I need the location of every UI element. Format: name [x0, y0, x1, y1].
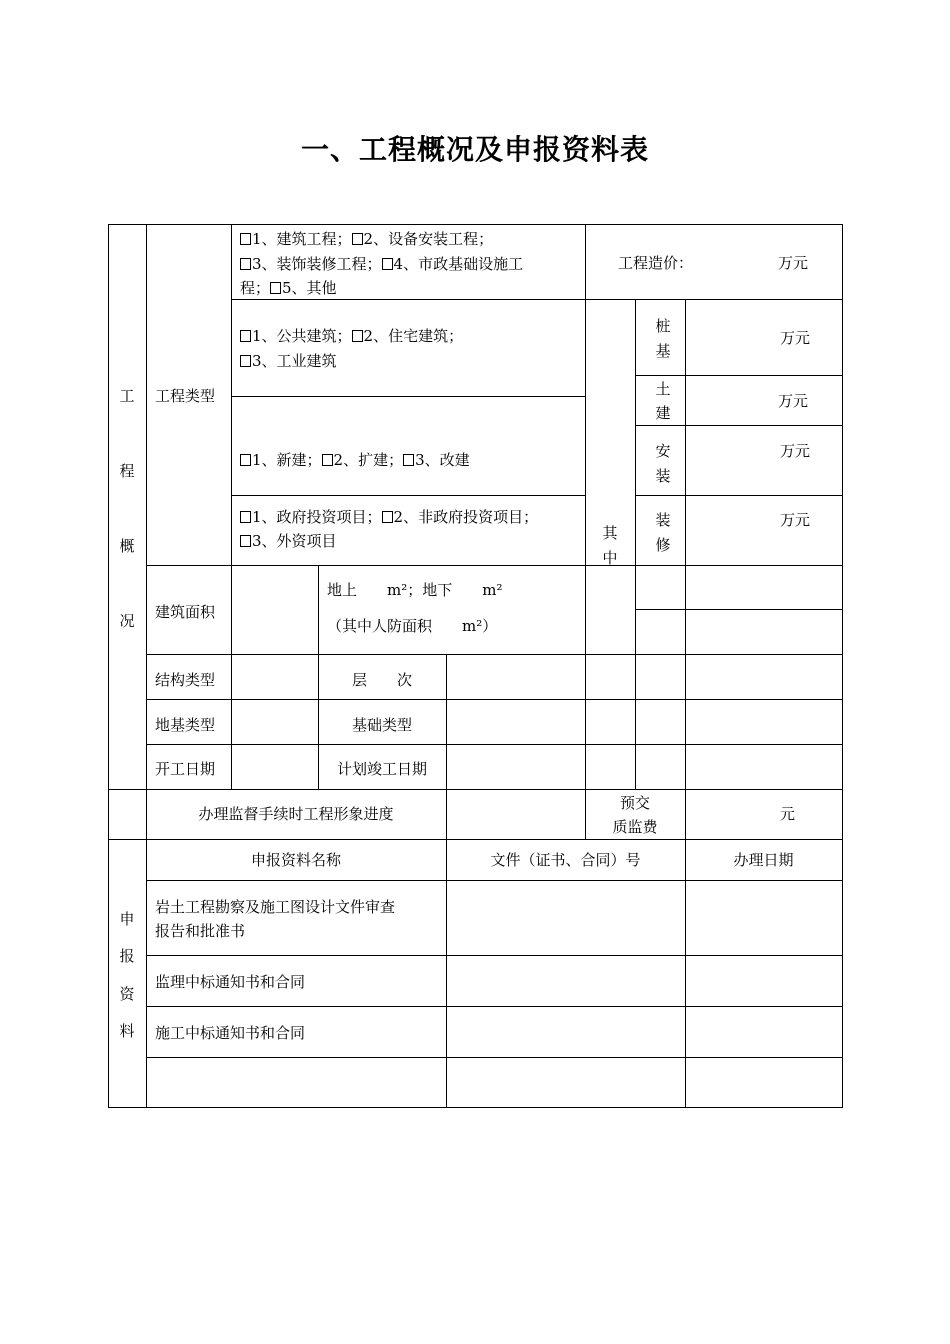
checkbox[interactable] — [240, 258, 251, 270]
type-options-1-line1 — [240, 227, 493, 252]
option-text: 1、公共建筑； — [252, 327, 352, 345]
option-text: 3、外资项目 — [252, 532, 337, 550]
among-label-char: 其 — [602, 524, 618, 542]
materials-label-char: 报 — [119, 947, 135, 965]
option-text: 2、设备安装工程； — [363, 230, 494, 248]
option-text: 1、建筑工程； — [252, 230, 352, 248]
project-type-label: 工程类型 — [155, 387, 216, 405]
option-text: 1、政府投资项目； — [252, 508, 382, 526]
progress-label: 办理监督手续时工程形象进度 — [198, 805, 394, 823]
option-text: 2、扩建； — [333, 451, 404, 469]
among-label-char: 中 — [602, 549, 618, 567]
breakdown-label-char: 装 — [655, 467, 671, 485]
checkbox[interactable] — [240, 355, 251, 367]
header-doc-name: 申报资料名称 — [250, 851, 341, 869]
material-name: 报告和批准书 — [155, 922, 246, 940]
overview-label-char: 工 — [119, 387, 135, 405]
page-title: 一、工程概况及申报资料表 — [300, 133, 649, 166]
option-text: 1、新建； — [252, 451, 322, 469]
checkbox[interactable] — [240, 454, 251, 466]
breakdown-unit: 万元 — [780, 442, 811, 460]
area-line1: 地上 m²；地下 m² — [327, 581, 503, 599]
checkbox[interactable] — [240, 330, 251, 342]
overview-label-char: 况 — [119, 612, 135, 630]
breakdown-label-char: 修 — [655, 536, 671, 554]
checkbox[interactable] — [240, 511, 251, 523]
materials-label-char: 申 — [119, 910, 135, 928]
breakdown-unit: 万元 — [778, 392, 809, 410]
checkbox[interactable] — [403, 454, 414, 466]
type-options-4-line2 — [240, 529, 337, 554]
option-text: 2、非政府投资项目； — [393, 508, 539, 526]
checkbox[interactable] — [382, 258, 393, 270]
planned-end-label: 计划竣工日期 — [336, 760, 427, 778]
breakdown-label-char: 基 — [655, 342, 671, 360]
breakdown-unit: 万元 — [780, 511, 811, 529]
type-options-2-line1 — [240, 324, 463, 349]
material-name: 监理中标通知书和合同 — [155, 973, 306, 991]
base-type-label: 基础类型 — [351, 716, 412, 734]
material-name: 施工中标通知书和合同 — [155, 1024, 306, 1042]
materials-label-char: 料 — [119, 1022, 135, 1040]
checkbox[interactable] — [322, 454, 333, 466]
type-options-1-line2 — [240, 252, 523, 277]
checkbox[interactable] — [240, 233, 251, 245]
option-text: 3、装饰装修工程； — [252, 255, 382, 273]
breakdown-label-char: 桩 — [655, 317, 671, 335]
breakdown-label-char: 安 — [655, 442, 671, 460]
area-label: 建筑面积 — [155, 603, 216, 621]
overview-label-char: 概 — [119, 537, 135, 555]
start-date-label: 开工日期 — [155, 760, 216, 778]
breakdown-label-char: 装 — [655, 511, 671, 529]
structure-label: 结构类型 — [155, 671, 216, 689]
floors-label: 层 次 — [351, 671, 412, 689]
option-text: 3、工业建筑 — [252, 352, 337, 370]
type-options-4-line1 — [240, 505, 538, 530]
foundation-label: 地基类型 — [155, 716, 216, 734]
breakdown-label-char: 建 — [655, 404, 671, 422]
checkbox[interactable] — [240, 535, 251, 547]
type-options-3 — [240, 448, 470, 473]
breakdown-label-char: 土 — [655, 380, 671, 398]
header-date: 办理日期 — [733, 851, 794, 869]
cost-label: 工程造价： — [618, 254, 694, 272]
breakdown-unit: 万元 — [780, 329, 811, 347]
checkbox[interactable] — [270, 282, 281, 294]
option-text: 程； — [240, 279, 271, 297]
checkbox[interactable] — [352, 233, 363, 245]
cost-unit: 万元 — [778, 254, 809, 272]
fee-label: 预交 — [619, 794, 650, 812]
fee-unit: 元 — [780, 805, 796, 823]
overview-label-char: 程 — [119, 462, 135, 480]
type-options-2-line2 — [240, 349, 337, 374]
checkbox[interactable] — [382, 511, 393, 523]
option-text: 5、其他 — [282, 279, 337, 297]
material-name: 岩土工程勘察及施工图设计文件审查 — [155, 898, 396, 916]
checkbox[interactable] — [352, 330, 363, 342]
option-text: 3、改建 — [415, 451, 470, 469]
fee-label: 质监费 — [612, 818, 658, 836]
header-doc-number: 文件（证书、合同）号 — [490, 851, 641, 869]
option-text: 2、住宅建筑； — [363, 327, 464, 345]
option-text: 4、市政基础设施工 — [393, 255, 524, 273]
area-line2: （其中人防面积 m²） — [327, 617, 498, 635]
type-options-1-line3 — [240, 276, 337, 301]
materials-label-char: 资 — [119, 985, 135, 1003]
